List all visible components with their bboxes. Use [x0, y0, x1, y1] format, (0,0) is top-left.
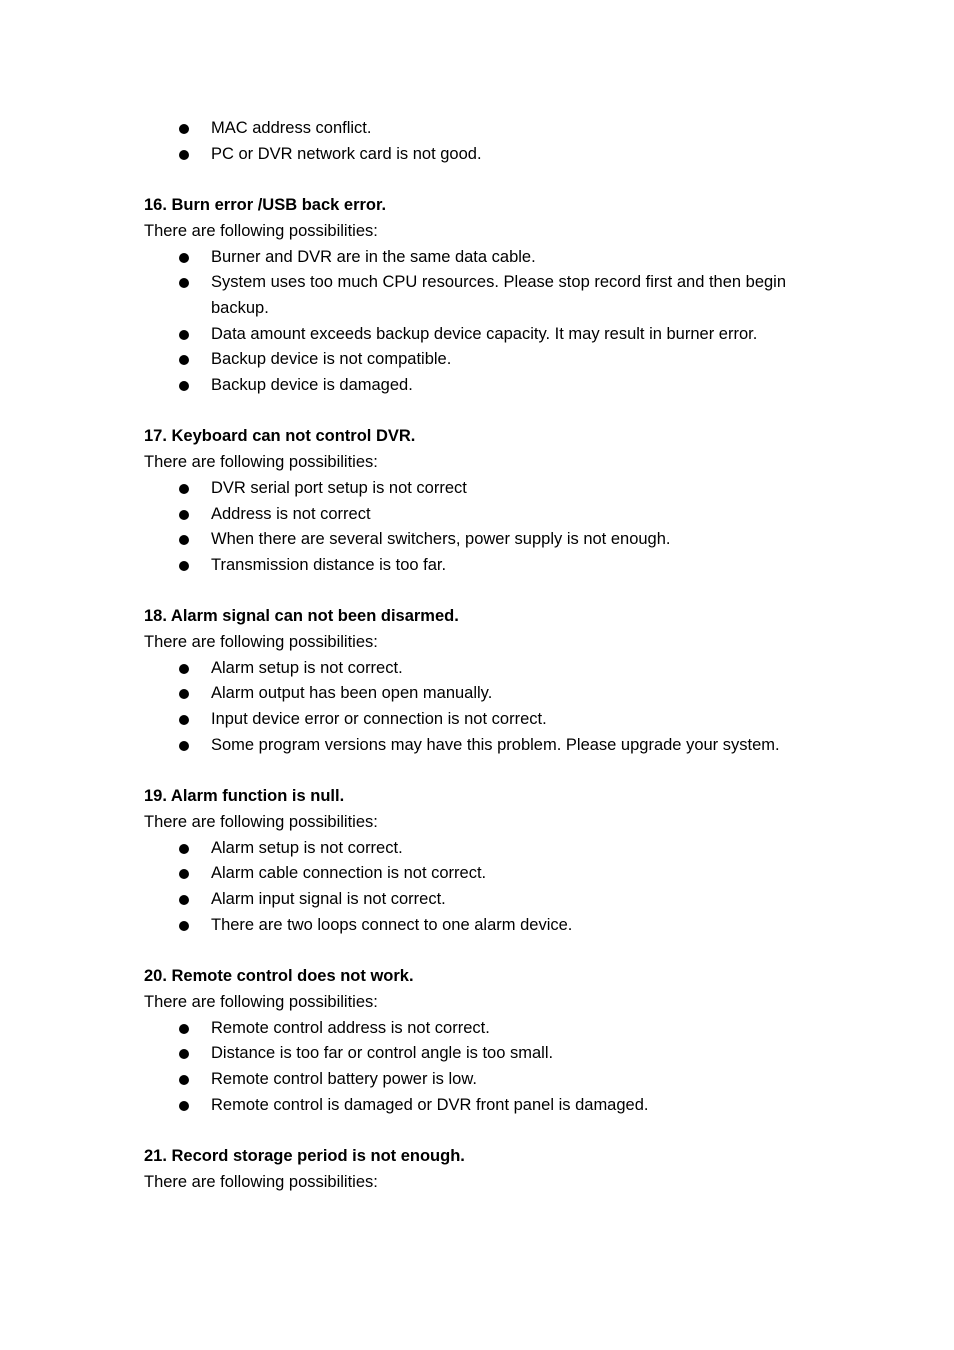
section-17 [144, 424, 824, 578]
bullet-icon [179, 278, 189, 288]
list-item-text: Remote control battery power is low. [211, 1069, 477, 1088]
bullet-icon [179, 664, 189, 674]
list-item-text: Some program versions may have this problem. Please upgrade your system. [211, 735, 780, 754]
list-item-text: Address is not correct [211, 504, 371, 523]
bullet-list [144, 476, 824, 579]
list-item [144, 245, 824, 271]
list-item-text: Remote control address is not correct. [211, 1018, 490, 1037]
list-item-text: Remote control is damaged or DVR front panel is damaged. [211, 1095, 649, 1114]
list-item-text: Alarm cable connection is not correct. [211, 864, 487, 883]
list-item [144, 347, 824, 373]
bullet-icon [179, 124, 189, 134]
bullet-icon [179, 561, 189, 571]
bullet-icon [179, 715, 189, 725]
list-item [144, 527, 824, 553]
bullet-icon [179, 869, 189, 879]
list-item [144, 1093, 824, 1119]
list-item [144, 502, 824, 528]
section-title: 16. Burn error /USB back error. [144, 196, 387, 215]
list-item-text: Alarm input signal is not correct. [211, 890, 446, 909]
list-item [144, 476, 824, 502]
list-item-text: There are two loops connect to one alarm device. [211, 915, 573, 934]
section-title: 21. Record storage period is not enough. [144, 1147, 465, 1166]
bullet-icon [179, 253, 189, 263]
list-item-text: MAC address conflict. [211, 119, 372, 137]
section-intro: There are following possibilities: [144, 992, 378, 1011]
section-intro: There are following possibilities: [144, 221, 378, 240]
section-18 [144, 604, 824, 758]
list-item-text: Alarm output has been open manually. [211, 684, 493, 703]
bullet-icon [179, 741, 189, 751]
list-item [144, 1041, 824, 1067]
list-item [144, 707, 824, 733]
bullet-list [144, 1016, 824, 1119]
top-bullet-list [144, 116, 824, 167]
list-item [144, 836, 824, 862]
section-16 [144, 193, 824, 399]
section-title: 18. Alarm signal can not been disarmed. [144, 607, 459, 626]
list-item [144, 861, 824, 887]
list-item-text: DVR serial port setup is not correct [211, 478, 467, 497]
list-item-text: Alarm setup is not correct. [211, 838, 403, 857]
list-item [144, 116, 824, 142]
section-intro: There are following possibilities: [144, 812, 378, 831]
section-20 [144, 964, 824, 1118]
section-intro: There are following possibilities: [144, 633, 378, 652]
section-title: 20. Remote control does not work. [144, 967, 414, 986]
bullet-icon [179, 1075, 189, 1085]
bullet-icon [179, 535, 189, 545]
list-item [144, 681, 824, 707]
list-item-text: PC or DVR network card is not good. [211, 144, 482, 163]
bullet-icon [179, 1101, 189, 1111]
list-item-text: Input device error or connection is not correct. [211, 710, 547, 729]
bullet-list [144, 245, 824, 399]
bullet-list [144, 656, 824, 759]
bullet-icon [179, 510, 189, 520]
list-item [144, 1016, 824, 1042]
bullet-icon [179, 844, 189, 854]
bullet-icon [179, 150, 189, 160]
bullet-icon [179, 1024, 189, 1034]
list-item-text: Backup device is damaged. [211, 376, 413, 395]
section-intro: There are following possibilities: [144, 453, 378, 472]
list-item-text: Alarm setup is not correct. [211, 658, 403, 677]
list-item-text: Transmission distance is too far. [211, 555, 447, 574]
list-item [144, 553, 824, 579]
list-item-text: Burner and DVR are in the same data cable. [211, 247, 536, 266]
list-item [144, 373, 824, 399]
section-19 [144, 784, 824, 938]
list-item [144, 142, 824, 168]
document-body [144, 116, 824, 1195]
bullet-icon [179, 330, 189, 340]
list-item [144, 1067, 824, 1093]
list-item [144, 913, 824, 939]
list-item-text: Backup device is not compatible. [211, 350, 452, 369]
list-item [144, 733, 824, 759]
list-item [144, 887, 824, 913]
bullet-icon [179, 921, 189, 931]
list-item [144, 322, 824, 348]
section-intro: There are following possibilities: [144, 1172, 378, 1191]
list-item-text: Data amount exceeds backup device capacity. It may result in burner error. [211, 324, 758, 343]
list-item [144, 270, 824, 321]
list-item-text: When there are several switchers, power supply is not enough. [211, 530, 671, 549]
bullet-icon [179, 895, 189, 905]
list-item [144, 656, 824, 682]
bullet-list [144, 836, 824, 939]
list-item-text: System uses too much CPU resources. Please stop record first and then begin backup. [211, 273, 787, 317]
section-title: 17. Keyboard can not control DVR. [144, 427, 416, 446]
list-item-text: Distance is too far or control angle is too small. [211, 1044, 554, 1063]
section-title: 19. Alarm function is null. [144, 787, 345, 806]
bullet-icon [179, 1049, 189, 1059]
bullet-icon [179, 484, 189, 494]
bullet-icon [179, 355, 189, 365]
bullet-icon [179, 689, 189, 699]
section-21 [144, 1144, 824, 1195]
bullet-icon [179, 381, 189, 391]
